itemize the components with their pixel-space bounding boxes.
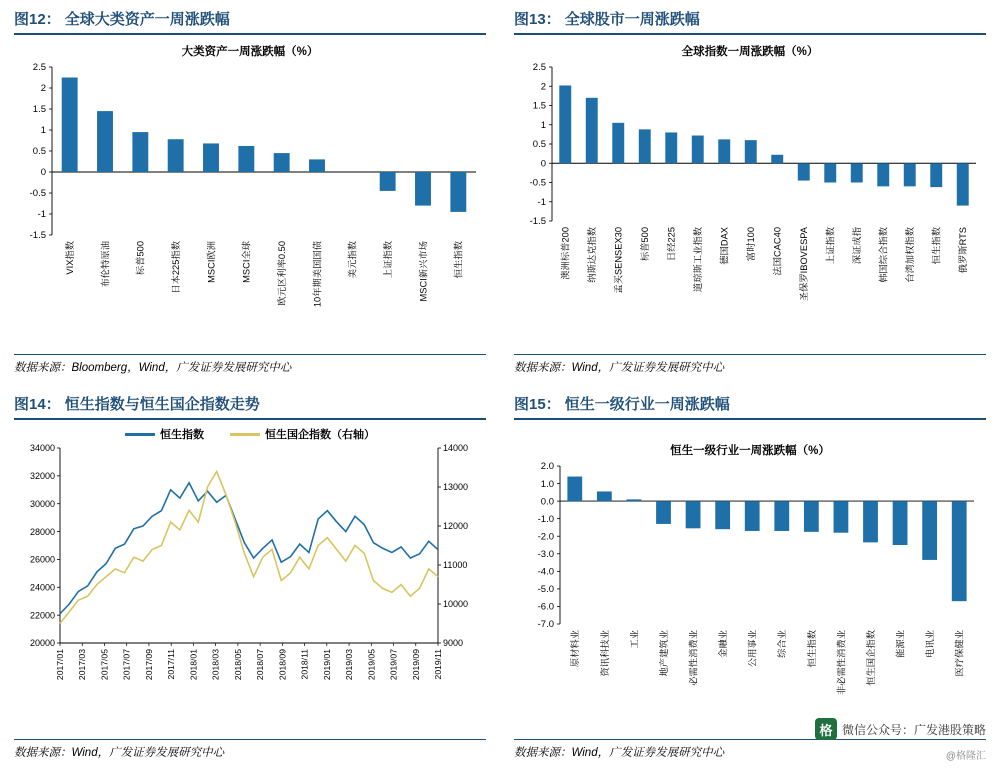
svg-text:-0.5: -0.5	[29, 188, 46, 200]
svg-text:-0.5: -0.5	[529, 177, 546, 189]
legend-swatch-hsi	[125, 433, 155, 436]
svg-text:30000: 30000	[29, 498, 55, 509]
svg-text:必需性消费业: 必需性消费业	[688, 630, 699, 686]
svg-text:富时100: 富时100	[746, 227, 757, 262]
svg-text:2017/01: 2017/01	[55, 649, 65, 681]
svg-text:台湾加权指数: 台湾加权指数	[905, 227, 916, 283]
svg-text:原材料业: 原材料业	[570, 630, 581, 668]
figure-14-name: 恒生指数与恒生国企指数走势	[64, 396, 260, 413]
svg-text:-1.0: -1.0	[537, 513, 554, 525]
svg-text:圣保罗IBOVESPA: 圣保罗IBOVESPA	[799, 227, 810, 302]
svg-text:2018/09: 2018/09	[277, 649, 288, 681]
svg-text:1.5: 1.5	[32, 104, 46, 116]
svg-text:-7.0: -7.0	[537, 619, 554, 631]
chart-12-plot	[14, 61, 486, 331]
svg-text:-5.0: -5.0	[537, 584, 554, 596]
svg-text:资讯科技业: 资讯科技业	[599, 630, 610, 677]
svg-text:1.0: 1.0	[540, 478, 554, 490]
svg-text:0: 0	[540, 158, 546, 170]
svg-text:电讯业: 电讯业	[925, 630, 936, 658]
legend-swatch-hscei	[230, 433, 260, 436]
chart-13-title: 全球指数一周涨跌幅（%）	[681, 46, 819, 58]
svg-text:金融业: 金融业	[718, 630, 729, 658]
svg-text:2.5: 2.5	[532, 62, 546, 74]
watermark-text: 微信公众号：广发港股策略	[841, 722, 986, 737]
watermark	[815, 718, 986, 740]
figure-12-source: 数据来源：Bloomberg，Wind，广发证券发展研究中心	[14, 354, 486, 375]
svg-text:恒生指数: 恒生指数	[453, 241, 464, 279]
figure-12-number: 图12：	[14, 11, 61, 28]
svg-text:10000: 10000	[443, 599, 469, 610]
svg-text:1.5: 1.5	[532, 100, 546, 112]
legend-label-hsi: 恒生指数	[160, 429, 204, 441]
figure-15-name: 恒生一级行业一周涨跌幅	[564, 396, 730, 413]
svg-text:布伦特原油: 布伦特原油	[100, 241, 111, 288]
svg-text:2.0: 2.0	[540, 461, 554, 473]
svg-text:2019/03: 2019/03	[344, 649, 355, 681]
figure-14-source: 数据来源：Wind，广发证券发展研究中心	[14, 739, 486, 760]
svg-text:2019/07: 2019/07	[388, 649, 399, 681]
svg-text:-1: -1	[37, 209, 46, 221]
chart-13-plot	[514, 61, 986, 331]
svg-text:日经225: 日经225	[666, 227, 677, 262]
svg-text:32000: 32000	[29, 471, 55, 482]
svg-text:标普500: 标普500	[640, 227, 651, 262]
figure-panel-13	[500, 0, 1000, 385]
figure-13-source: 数据来源：Wind，广发证券发展研究中心	[514, 354, 986, 375]
svg-text:2.5: 2.5	[32, 62, 46, 74]
svg-text:11000: 11000	[443, 560, 468, 571]
svg-text:0.0: 0.0	[540, 496, 554, 508]
svg-text:2017/03: 2017/03	[77, 649, 88, 681]
figure-15-header	[514, 393, 986, 420]
svg-text:2018/03: 2018/03	[210, 649, 221, 681]
chart-15-plot	[514, 460, 986, 710]
svg-text:欧元区利率0.50: 欧元区利率0.50	[277, 241, 288, 306]
svg-text:0.5: 0.5	[32, 146, 46, 158]
svg-text:2019/05: 2019/05	[366, 649, 377, 681]
svg-text:14000: 14000	[443, 443, 469, 454]
svg-text:10年期美国国债: 10年期美国国债	[312, 241, 323, 308]
svg-text:地产建筑业: 地产建筑业	[658, 630, 669, 677]
svg-text:2019/01: 2019/01	[321, 649, 332, 681]
svg-text:美元指数: 美元指数	[347, 241, 358, 279]
figure-13-number: 图13：	[514, 11, 561, 28]
figure-panel-14	[0, 385, 500, 770]
svg-text:2018/01: 2018/01	[188, 649, 199, 681]
figure-13-header	[514, 8, 986, 35]
svg-text:2017/07: 2017/07	[121, 649, 132, 681]
svg-text:澳洲标普200: 澳洲标普200	[560, 227, 571, 280]
svg-text:德国DAX: 德国DAX	[719, 227, 730, 265]
svg-text:-2.0: -2.0	[537, 531, 554, 543]
figure-12-header	[14, 8, 486, 35]
svg-text:9000: 9000	[443, 638, 464, 649]
chart-14-plot	[14, 442, 486, 697]
svg-text:工业: 工业	[629, 630, 640, 649]
watermark-tag: @格隆汇	[945, 751, 986, 762]
svg-text:日本225指数: 日本225指数	[171, 241, 182, 294]
svg-text:上证指数: 上证指数	[825, 227, 836, 265]
svg-text:12000: 12000	[443, 521, 469, 532]
svg-text:2: 2	[40, 83, 46, 95]
svg-text:MSCI欧洲: MSCI欧洲	[206, 241, 217, 283]
watermark-logo-icon: 格	[815, 718, 837, 740]
svg-text:韩国综合指数: 韩国综合指数	[878, 227, 889, 283]
svg-text:2: 2	[540, 81, 546, 93]
legend-item-hsi	[125, 426, 204, 442]
svg-text:医疗保健业: 医疗保健业	[954, 630, 965, 677]
figure-12-name: 全球大类资产一周涨跌幅	[64, 11, 230, 28]
svg-text:13000: 13000	[443, 482, 469, 493]
figure-panel-12	[0, 0, 500, 385]
svg-text:2018/05: 2018/05	[232, 649, 243, 681]
svg-text:0.5: 0.5	[532, 139, 546, 151]
svg-text:法国CAC40: 法国CAC40	[772, 227, 783, 276]
svg-text:-1.5: -1.5	[29, 230, 46, 242]
svg-text:2019/11: 2019/11	[433, 649, 443, 680]
svg-text:非必需性消费业: 非必需性消费业	[836, 630, 847, 696]
svg-text:能源业: 能源业	[895, 630, 906, 658]
svg-text:2018/11: 2018/11	[299, 649, 310, 680]
svg-text:34000: 34000	[29, 443, 55, 454]
legend-item-hscei	[230, 426, 375, 442]
svg-text:2017/09: 2017/09	[143, 649, 154, 681]
svg-text:标普500: 标普500	[135, 241, 146, 276]
svg-text:-3.0: -3.0	[537, 548, 554, 560]
figure-15-source: 数据来源：Wind，广发证券发展研究中心	[514, 739, 986, 760]
svg-text:22000: 22000	[29, 610, 55, 621]
figure-14-number: 图14：	[14, 396, 61, 413]
legend-label-hscei: 恒生国企指数（右轴）	[265, 429, 375, 441]
svg-text:20000: 20000	[29, 638, 55, 649]
svg-text:-1.5: -1.5	[529, 216, 546, 228]
chart-15-title: 恒生一级行业一周涨跌幅（%）	[670, 445, 830, 457]
svg-text:1: 1	[540, 119, 546, 131]
svg-text:恒生国企指数: 恒生国企指数	[865, 630, 876, 686]
svg-text:俄罗斯RTS: 俄罗斯RTS	[958, 227, 969, 274]
svg-text:深证成指: 深证成指	[852, 227, 863, 265]
svg-text:0: 0	[40, 167, 46, 179]
svg-text:2019/09: 2019/09	[410, 649, 421, 681]
figure-15-number: 图15：	[514, 396, 561, 413]
svg-text:孟买SENSEX30: 孟买SENSEX30	[613, 227, 624, 294]
svg-text:恒生指数: 恒生指数	[931, 227, 942, 265]
svg-text:VIX指数: VIX指数	[65, 241, 76, 275]
svg-text:上证指数: 上证指数	[383, 241, 394, 279]
svg-text:公用事业: 公用事业	[747, 630, 758, 668]
svg-text:-1: -1	[537, 196, 546, 208]
chart-12-title: 大类资产一周涨跌幅（%）	[181, 46, 319, 58]
figure-panel-15	[500, 385, 1000, 770]
svg-text:MSCI新兴市场: MSCI新兴市场	[418, 241, 429, 302]
svg-text:道琼斯工业指数: 道琼斯工业指数	[693, 227, 704, 293]
figure-13-name: 全球股市一周涨跌幅	[564, 11, 700, 28]
svg-text:恒生指数: 恒生指数	[806, 630, 817, 668]
svg-text:MSCI全球: MSCI全球	[241, 241, 252, 283]
chart-14-legend	[14, 426, 486, 442]
svg-text:28000: 28000	[29, 526, 55, 537]
svg-text:2017/11: 2017/11	[166, 649, 177, 680]
svg-text:2018/07: 2018/07	[255, 649, 266, 681]
svg-text:1: 1	[40, 125, 46, 137]
svg-text:纳斯达克指数: 纳斯达克指数	[587, 227, 598, 283]
svg-text:26000: 26000	[29, 554, 55, 565]
svg-text:24000: 24000	[29, 582, 55, 593]
svg-text:-6.0: -6.0	[537, 601, 554, 613]
svg-text:2017/05: 2017/05	[99, 649, 110, 681]
svg-text:-4.0: -4.0	[537, 566, 554, 578]
figure-14-header	[14, 393, 486, 420]
svg-text:综合业: 综合业	[777, 630, 788, 658]
